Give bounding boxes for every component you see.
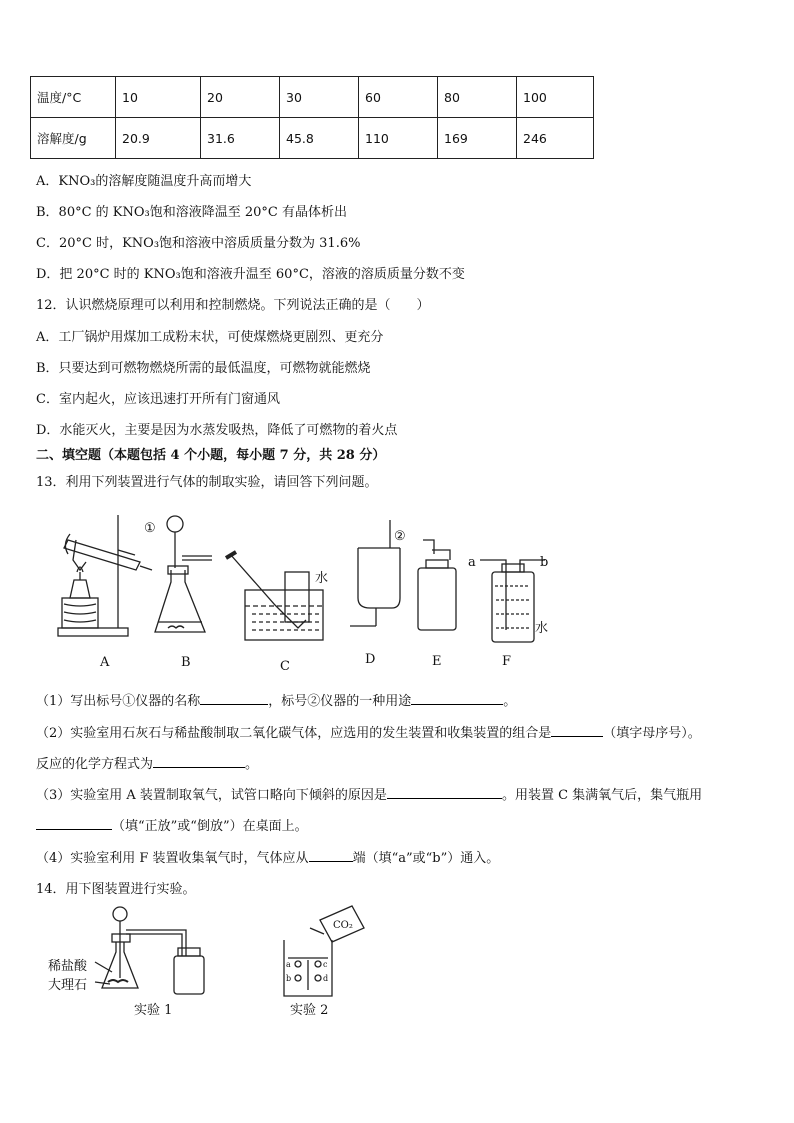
label-c: C <box>280 659 290 674</box>
apparatus-b <box>155 516 212 632</box>
apparatus-d <box>350 520 400 626</box>
co2-label: CO₂ <box>333 920 353 931</box>
q12-option-a: A．工厂锅炉用煤加工成粉末状，可使煤燃烧更剧烈、更充分 <box>36 330 384 345</box>
q13-part2-equation: 反应的化学方程式为 。 <box>36 753 258 772</box>
port-a: a <box>468 555 476 570</box>
q11-option-b: B．80°C 的 KNO₃饱和溶液降温至 20°C 有晶体析出 <box>36 205 348 220</box>
marble-label: 大理石 <box>48 978 88 993</box>
q11-option-d: D．把 20°C 时的 KNO₃饱和溶液升温至 60°C，溶液的溶质质量分数不变 <box>36 267 465 282</box>
answer-blank[interactable] <box>309 848 353 862</box>
answer-blank[interactable] <box>153 754 245 768</box>
table-cell: 110 <box>359 118 438 159</box>
solubility-table <box>30 76 594 159</box>
apparatus-a <box>58 515 152 636</box>
row-label: 温度/°C <box>31 77 116 118</box>
table-cell: 246 <box>517 118 594 159</box>
experiment-1-apparatus <box>95 907 204 994</box>
q13-part4: （4）实验室利用 F 装置收集氧气时，气体应从 端（填“a”或“b”）通入。 <box>36 847 499 866</box>
label-b: B <box>181 655 191 670</box>
label-a: a <box>286 960 291 969</box>
table-cell: 20 <box>201 77 280 118</box>
apparatus-e <box>418 540 456 630</box>
experiment-figure <box>40 900 380 1025</box>
q13-part2: （2）实验室用石灰石与稀盐酸制取二氧化碳气体，应选用的发生装置和收集装置的组合是 （填字母序号）。 <box>36 722 701 741</box>
experiment-1-label: 实验 1 <box>134 1003 173 1018</box>
q11-option-c: C．20°C 时，KNO₃饱和溶液中溶质质量分数为 31.6% <box>36 236 361 251</box>
experiment-2-label: 实验 2 <box>290 1003 329 1018</box>
mark-1: ① <box>144 521 156 536</box>
label-d: d <box>323 974 329 983</box>
table-cell: 10 <box>116 77 201 118</box>
label-f: F <box>502 654 512 669</box>
mark-2: ② <box>394 529 406 544</box>
answer-blank[interactable] <box>551 723 603 737</box>
table-cell: 80 <box>438 77 517 118</box>
acid-label: 稀盐酸 <box>48 959 88 974</box>
q13-part3-cont: （填“正放”或“倒放”）在桌面上。 <box>36 815 308 834</box>
q13-stem: 13．利用下列装置进行气体的制取实验，请回答下列问题。 <box>36 475 378 490</box>
q12-option-c: C．室内起火，应该迅速打开所有门窗通风 <box>36 392 280 407</box>
answer-blank[interactable] <box>387 785 502 799</box>
q11-option-a: A．KNO₃的溶解度随温度升高而增大 <box>36 174 252 189</box>
q13-part3: （3）实验室用 A 装置制取氧气，试管口略向下倾斜的原因是 。用装置 C 集满氧气后，集气瓶用 <box>36 784 702 803</box>
apparatus-c <box>226 552 323 640</box>
table-row <box>31 77 594 118</box>
q12-option-d: D．水能灭火，主要是因为水蒸发吸热，降低了可燃物的着火点 <box>36 423 398 438</box>
table-row <box>31 118 594 159</box>
q13-part1: （1）写出标号①仪器的名称 ，标号②仪器的一种用途 。 <box>36 690 516 709</box>
water-label-f: 水 <box>535 621 549 636</box>
q12-option-b: B．只要达到可燃物燃烧所需的最低温度，可燃物就能燃烧 <box>36 361 371 376</box>
port-b: b <box>540 555 549 570</box>
answer-blank[interactable] <box>200 691 268 705</box>
answer-blank[interactable] <box>36 816 112 830</box>
label-d: D <box>365 652 376 667</box>
table-cell: 169 <box>438 118 517 159</box>
label-a: A <box>100 655 110 670</box>
table-cell: 31.6 <box>201 118 280 159</box>
table-cell: 45.8 <box>280 118 359 159</box>
table-cell: 100 <box>517 77 594 118</box>
table-cell: 20.9 <box>116 118 201 159</box>
label-c: c <box>323 960 328 969</box>
label-b: b <box>286 974 292 983</box>
water-label-c: 水 <box>315 571 329 586</box>
row-label: 溶解度/g <box>31 118 116 159</box>
section-heading: 二、填空题（本题包括 4 个小题，每小题 7 分，共 28 分） <box>36 448 386 463</box>
table-cell: 60 <box>359 77 438 118</box>
label-e: E <box>432 654 442 669</box>
table-cell: 30 <box>280 77 359 118</box>
q14-stem: 14．用下图装置进行实验。 <box>36 882 196 897</box>
q12-stem: 12．认识燃烧原理可以利用和控制燃烧。下列说法正确的是（ ） <box>36 298 430 313</box>
apparatus-figure <box>40 510 570 675</box>
answer-blank[interactable] <box>411 691 503 705</box>
